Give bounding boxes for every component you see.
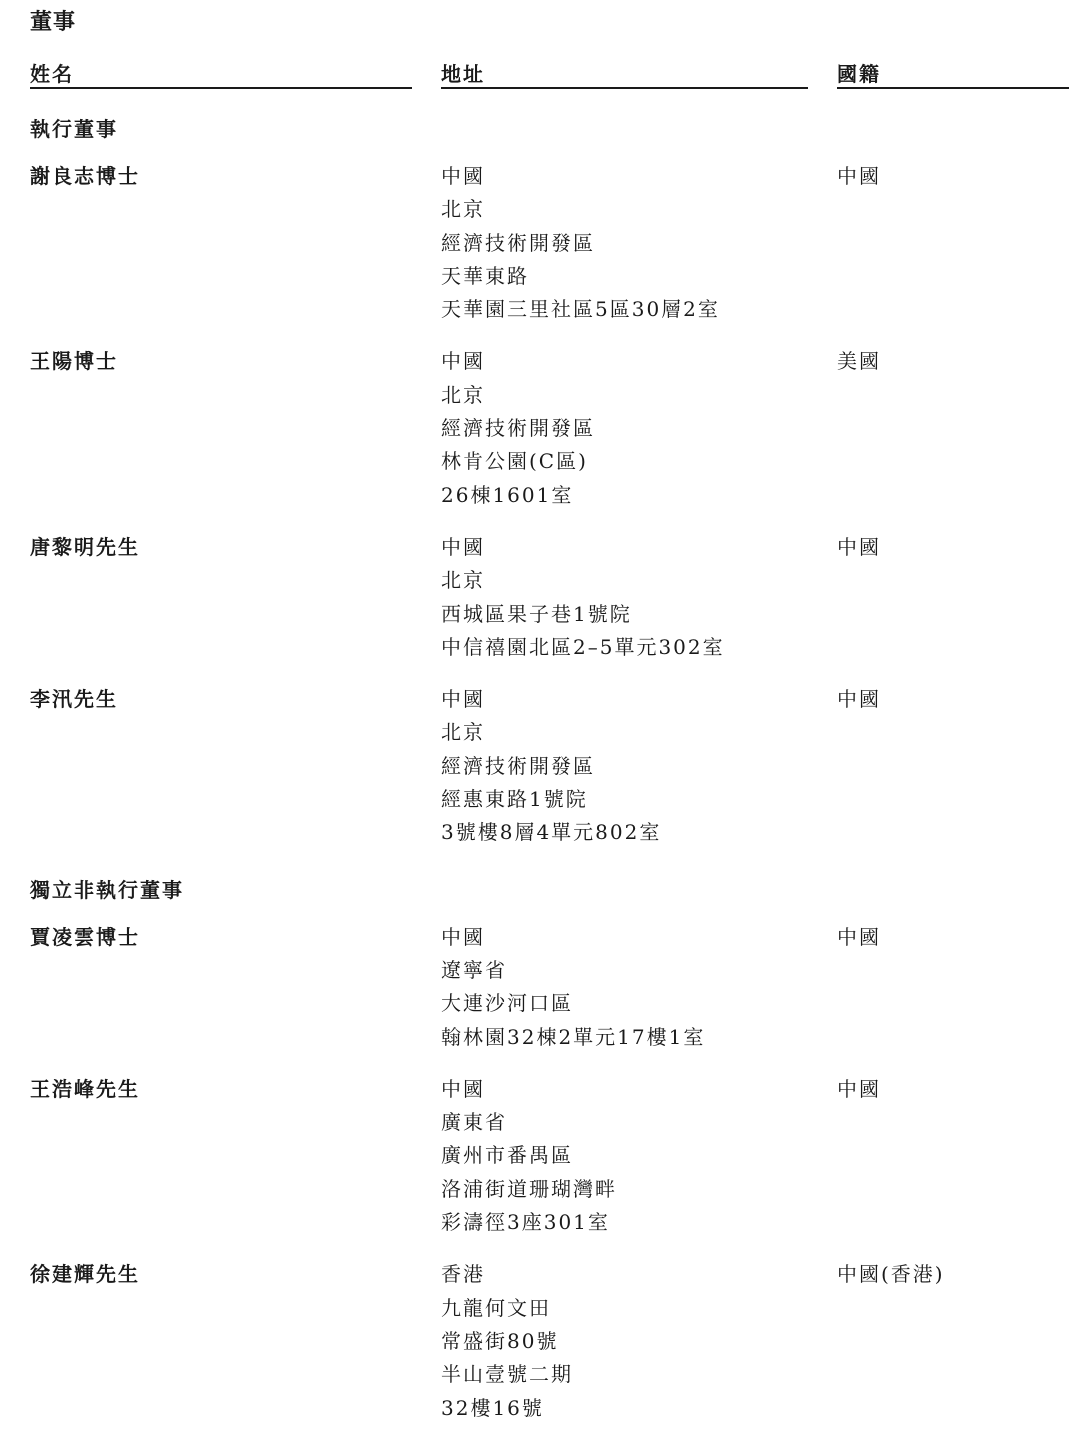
address-line: 常盛街80號 — [441, 1328, 559, 1353]
director-nationality: 中國 — [837, 687, 881, 712]
table-row — [0, 1258, 1080, 1443]
address-line: 廣東省 — [441, 1110, 507, 1135]
page-title: 董事 — [30, 9, 77, 35]
address-line: 北京 — [441, 720, 485, 745]
director-nationality: 中國 — [837, 534, 881, 559]
director-name: 王陽博士 — [30, 349, 118, 374]
section-title: 獨立非執行董事 — [30, 877, 184, 902]
director-nationality: 中國 — [837, 1076, 881, 1101]
address-line: 中國 — [441, 349, 485, 374]
director-name: 謝良志博士 — [30, 164, 140, 188]
address-line: 九龍何文田 — [441, 1295, 551, 1320]
address-line: 北京 — [441, 382, 485, 407]
director-nationality: 中國(香港) — [837, 1262, 945, 1287]
address-line: 中國 — [441, 534, 485, 559]
table-row — [0, 345, 1080, 530]
director-name: 徐建輝先生 — [30, 1262, 140, 1287]
director-nationality: 美國 — [837, 349, 881, 374]
table-row — [0, 1073, 1080, 1258]
director-name: 王浩峰先生 — [30, 1076, 140, 1101]
address-line: 經惠東路1號院 — [441, 787, 588, 812]
address-line: 經濟技術開發區 — [441, 416, 595, 441]
table-row — [0, 160, 1080, 345]
table-row — [0, 683, 1080, 868]
directors-table — [0, 108, 1080, 1444]
director-nationality: 中國 — [837, 164, 881, 188]
director-address — [441, 1073, 821, 1239]
director-address — [441, 1258, 821, 1424]
director-address — [441, 531, 821, 664]
address-line: 廣州市番禺區 — [441, 1143, 573, 1168]
director-address — [441, 345, 821, 511]
director-name: 唐黎明先生 — [30, 534, 140, 559]
director-name: 賈凌雲博士 — [30, 924, 140, 949]
address-line: 經濟技術開發區 — [441, 753, 595, 778]
director-address — [441, 683, 821, 849]
address-line: 林肯公園(C區) — [441, 449, 588, 474]
address-line: 彩濤徑3座301室 — [441, 1210, 610, 1235]
column-header-name: 姓名 — [30, 59, 412, 89]
section-heading — [0, 108, 1080, 160]
column-header-nationality: 國籍 — [837, 59, 1069, 89]
address-line: 洛浦街道珊瑚灣畔 — [441, 1176, 617, 1201]
address-line: 翰林園32棟2單元17樓1室 — [441, 1024, 706, 1049]
address-line: 天華園三里社區5區30層2室 — [441, 297, 720, 322]
address-line: 中國 — [441, 1076, 485, 1101]
director-nationality: 中國 — [837, 924, 881, 949]
address-line: 3號樓8層4單元802室 — [441, 820, 662, 845]
column-header-address: 地址 — [441, 59, 808, 89]
address-line: 北京 — [441, 568, 485, 593]
address-line: 天華東路 — [441, 263, 529, 288]
address-line: 中國 — [441, 164, 485, 188]
address-line: 32樓16號 — [441, 1395, 544, 1420]
address-line: 半山壹號二期 — [441, 1362, 573, 1387]
address-line: 西城區果子巷1號院 — [441, 601, 632, 626]
director-address — [441, 921, 821, 1054]
address-line: 香港 — [441, 1262, 485, 1287]
address-line: 26棟1601室 — [441, 482, 574, 507]
director-name: 李汛先生 — [30, 687, 118, 712]
director-address — [441, 160, 821, 326]
address-line: 中國 — [441, 924, 485, 949]
address-line: 中國 — [441, 687, 485, 712]
address-line: 遼寧省 — [441, 957, 507, 982]
address-line: 中信禧園北區2–5單元302室 — [441, 634, 725, 659]
table-row — [0, 531, 1080, 683]
address-line: 大連沙河口區 — [441, 991, 573, 1016]
address-line: 北京 — [441, 197, 485, 222]
section-heading — [0, 869, 1080, 921]
address-line: 經濟技術開發區 — [441, 230, 595, 255]
section-title: 執行董事 — [30, 117, 118, 141]
table-row — [0, 921, 1080, 1073]
